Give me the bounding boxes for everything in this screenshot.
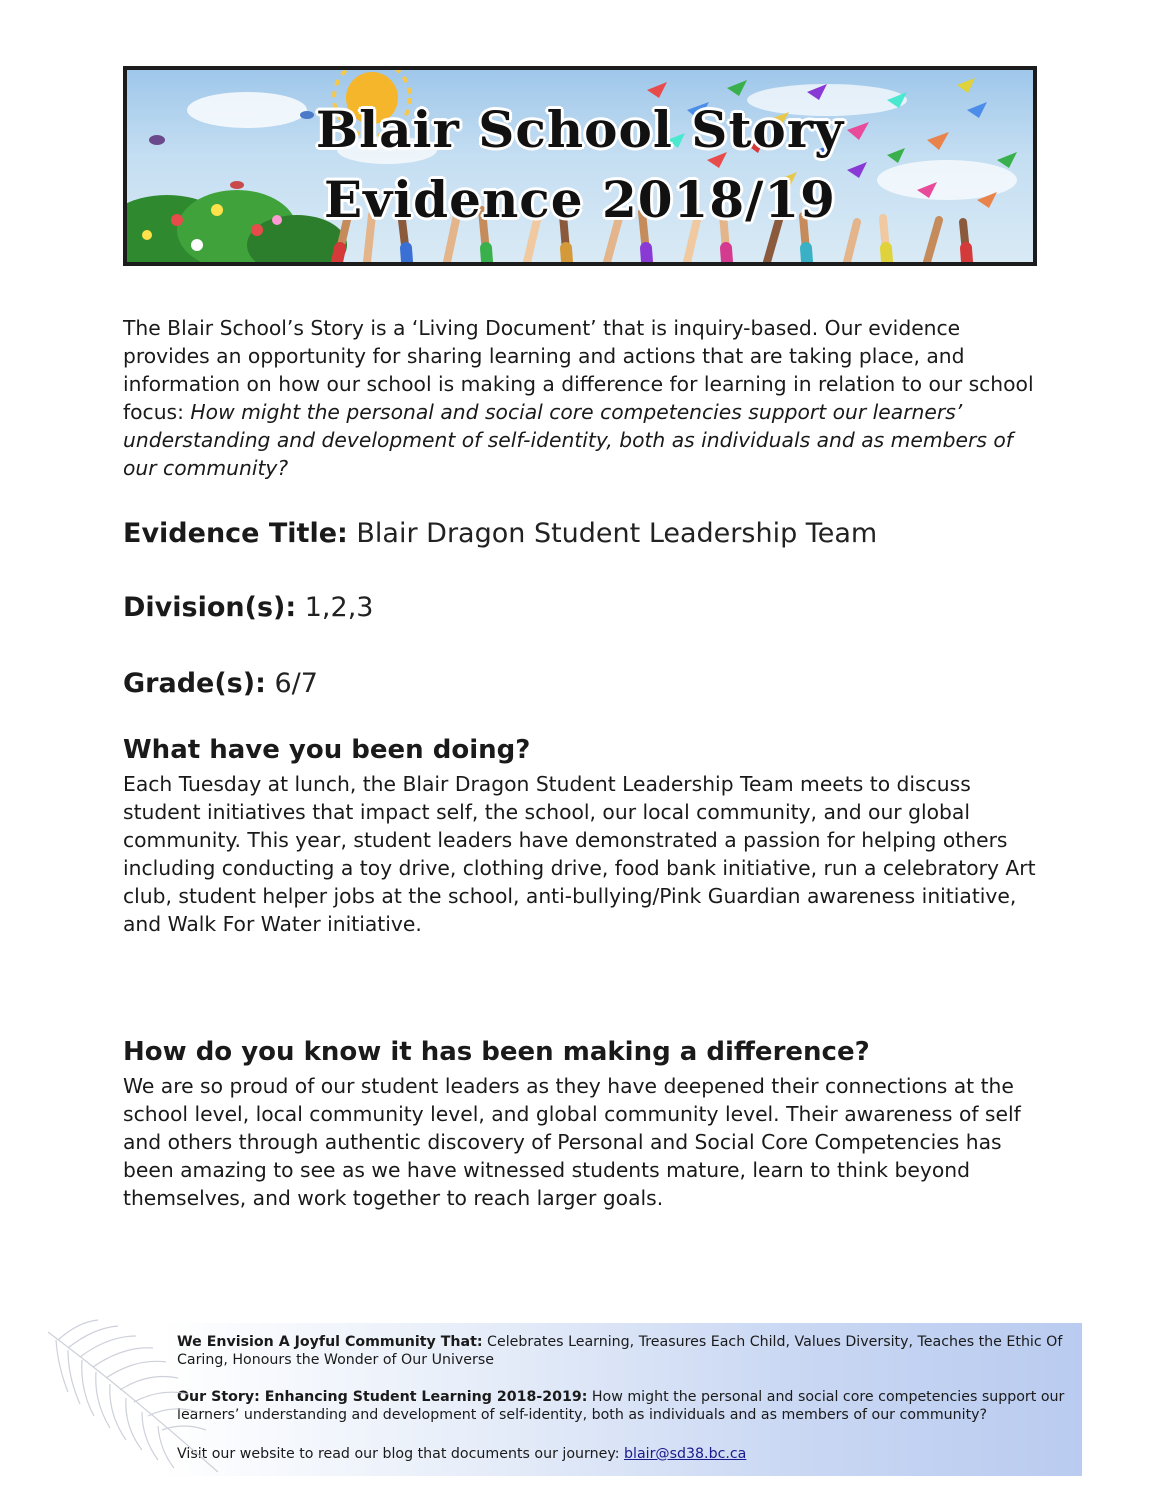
doing-heading: What have you been doing? xyxy=(123,735,531,765)
grade-value: 6/7 xyxy=(265,668,318,699)
footer-box xyxy=(161,1323,1082,1476)
visit-statement xyxy=(177,1445,1067,1463)
evidence-title-value: Blair Dragon Student Leadership Team xyxy=(347,518,878,549)
story-label: Our Story: Enhancing Student Learning 2018-2019: xyxy=(177,1389,588,1405)
intro-text: The Blair School’s Story is a ‘Living Document’ that is inquiry-based. Our evidence provides an opportunity for sharing learning and actions that are taking place, and information on how our school is making a difference for learning in relation to our school focus: xyxy=(123,316,1034,424)
banner-title-line2: Evidence 2018/19 xyxy=(324,170,836,229)
intro-paragraph xyxy=(123,314,1043,482)
division-field xyxy=(123,592,373,623)
feather-icon xyxy=(38,1312,228,1482)
story-statement xyxy=(177,1388,1067,1424)
doing-paragraph: Each Tuesday at lunch, the Blair Dragon Student Leadership Team meets to discuss student initiatives that impact self, the school, our local community, and our global community. This year, student leaders have demonstrated a passion for helping others including conducting a toy drive, clothing drive, food bank initiative, run a celebratory Art club, student helper jobs at the school, anti-bullying/Pink Guardian awareness initiative, and Walk For Water initiative. xyxy=(123,772,1036,936)
vision-text: Celebrates Learning, Treasures Each Child, Values Diversity, Teaches the Ethic Of Caring, Honours the Wonder of Our Universe xyxy=(177,1334,1063,1368)
evidence-title-field xyxy=(123,518,877,549)
story-text: How might the personal and social core competencies support our learners’ understanding and development of self-identity, both as individuals and as members of our community? xyxy=(177,1389,1065,1423)
division-label: Division(s): xyxy=(123,592,297,623)
banner-title-line1: Blair School Story xyxy=(315,100,845,159)
header-banner xyxy=(123,66,1037,266)
evidence-title-label: Evidence Title: xyxy=(123,518,348,549)
focus-question: How might the personal and social core competencies support our learners’ understanding and development of self-identity, both as individuals and as members of our community? xyxy=(123,400,1013,480)
banner-artwork xyxy=(127,70,1033,262)
difference-paragraph: We are so proud of our student leaders as they have deepened their connections at the school level, local community level, and global community level. Their awareness of self and others through authentic discovery of Personal and Social Core Competencies has been amazing to see as we have witnessed students mature, learn to think beyond themselves, and work together to reach larger goals. xyxy=(123,1074,1021,1210)
vision-statement xyxy=(177,1333,1067,1369)
visit-text: Visit our website to read our blog that documents our journey: xyxy=(177,1446,624,1462)
division-value: 1,2,3 xyxy=(296,592,374,623)
grade-label: Grade(s): xyxy=(123,668,266,699)
blog-link[interactable]: blair@sd38.bc.ca xyxy=(624,1446,747,1462)
vision-label: We Envision A Joyful Community That: xyxy=(177,1334,483,1350)
difference-heading: How do you know it has been making a difference? xyxy=(123,1037,870,1067)
grade-field xyxy=(123,668,318,699)
